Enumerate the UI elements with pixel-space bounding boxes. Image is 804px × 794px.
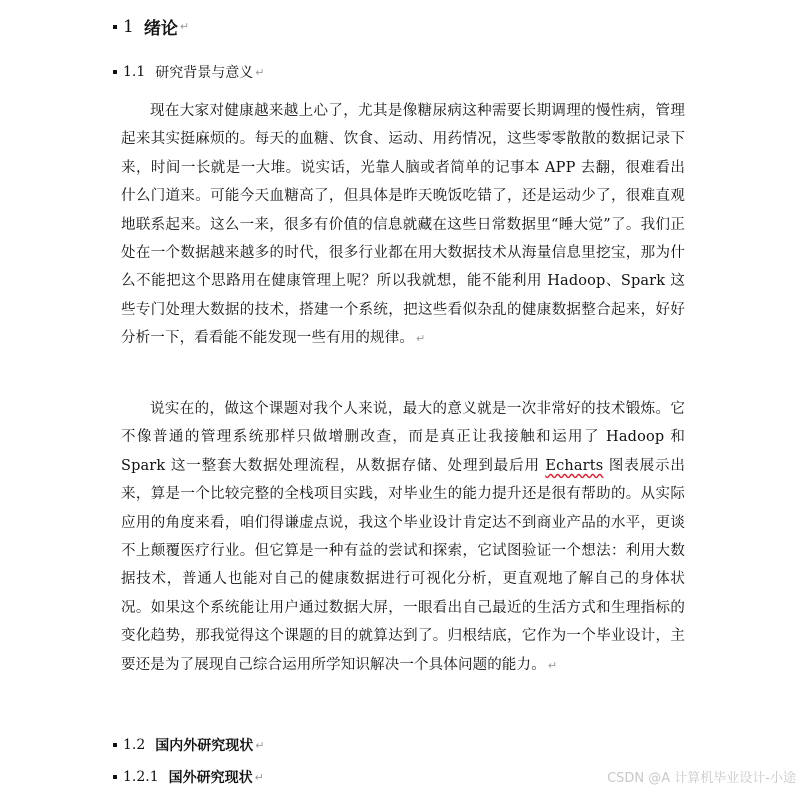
heading-title: 绪论	[143, 19, 178, 39]
paragraph-text: 说实在的，做这个课题对我个人来说，最大的意义就是一次非常好的技术锻炼。它不像普通的管理系统那样只做增删改查，而是真正让我接触和运用了 Hadoop 和 Spark 这一整套大数据处理流程，从数据存储、处理到最后用	[121, 401, 685, 474]
paragraph-mark: ↵	[547, 658, 558, 672]
paragraph-mark: ↵	[416, 332, 426, 346]
heading-title: 国外研究现状	[168, 770, 253, 786]
heading-number: 1.1	[123, 64, 146, 80]
paragraph-mark: ↵	[255, 65, 265, 79]
section-heading-1-2-1	[113, 767, 264, 787]
list-bullet	[113, 70, 117, 74]
section-heading-1-1	[113, 62, 264, 82]
heading-number: 1.2	[123, 737, 146, 753]
heading-number: 1	[123, 16, 134, 37]
paragraph-mark: ↵	[254, 770, 264, 784]
heading-title: 研究背景与意义	[155, 65, 254, 81]
list-bullet	[113, 743, 117, 747]
section-heading-1-2	[113, 735, 264, 755]
heading-number: 1.2.1	[123, 769, 159, 785]
paragraph-mark: ↵	[179, 20, 190, 33]
spellcheck-word: Echarts	[545, 457, 604, 474]
watermark: CSDN @A 计算机毕业设计-小途	[607, 771, 796, 786]
chapter-heading	[113, 14, 189, 39]
paragraph-text: 现在大家对健康越来越上心了，尤其是像糖尿病这种需要长期调理的慢性病，管理起来其实挺麻烦的。每天的血糖、饮食、运动、用药情况，这些零零散散的数据记录下来，时间一长就是一大堆。说实话，光靠人脑或者简单的记事本 APP 去翻，很难看出什么门道来。可能今天血糖高了，但具体是昨天晚饭吃错了，还是运动少了，很难直观地联系起来。这么一来，很多有价值的信息就藏在这些日常数据里“睡大觉”了。我们正处在一个数据越来越多的时代，很多行业都在用大数据技术从海量信息里挖宝，那为什么不能把这个思路用在健康管理上呢？所以我就想，能不能利用 Hadoop、Spark 这些专门处理大数据的技术，搭建一个系统，把这些看似杂乱的健康数据整合起来，好好分析一下，看看能不能发现一些有用的规律。	[121, 103, 685, 347]
paragraph-mark: ↵	[255, 738, 265, 752]
list-bullet	[113, 775, 117, 779]
body-paragraph-2	[121, 395, 685, 680]
heading-title: 国内外研究现状	[155, 738, 254, 754]
paragraph-text: 图表展示出来，算是一个比较完整的全栈项目实践，对毕业生的能力提升还是很有帮助的。从实际应用的角度来看，咱们得谦虚点说，我这个毕业设计肯定达不到商业产品的水平，更谈不上颠覆医疗行业。但它算是一种有益的尝试和探索，它试图验证一个想法：利用大数据技术，普通人也能对自己的健康数据进行可视化分析，更直观地了解自己的身体状况。如果这个系统能让用户通过数据大屏，一眼看出自己最近的生活方式和生理指标的变化趋势，那我觉得这个课题的目的就算达到了。归根结底，它作为一个毕业设计，主要还是为了展现自己综合运用所学知识解决一个具体问题的能力。	[121, 457, 685, 673]
list-bullet	[113, 25, 117, 29]
body-paragraph-1	[121, 97, 685, 354]
